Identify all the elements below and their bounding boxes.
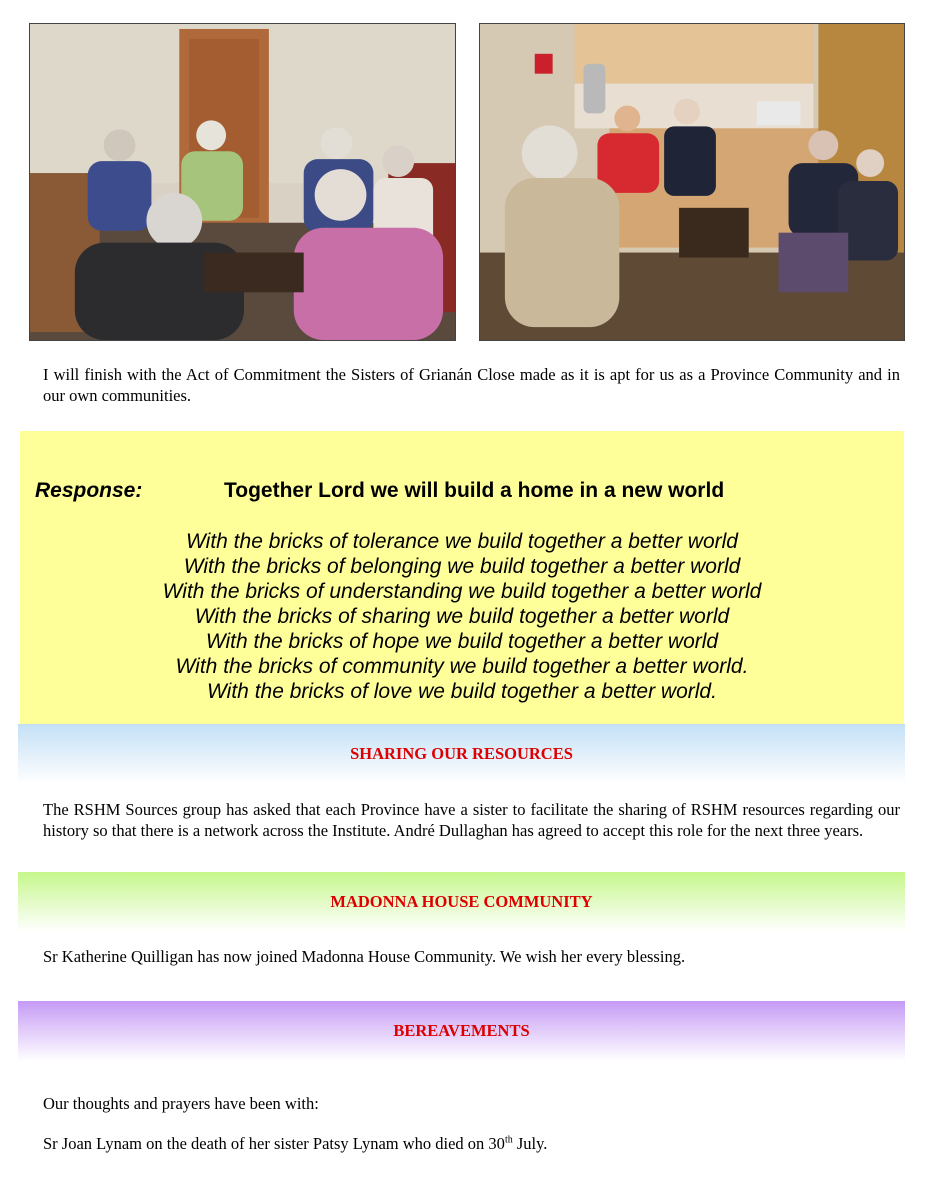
madonna-paragraph: Sr Katherine Quilligan has now joined Madonna House Community. We wish her every blessing.: [43, 947, 686, 966]
intro-paragraph: I will finish with the Act of Commitment the Sisters of Grianán Close made as it is apt for us as a Province Community and in our own communities.: [43, 365, 900, 405]
sharing-paragraph: The RSHM Sources group has asked that each Province have a sister to facilitate the sharing of RSHM resources regarding our history so that there is a network across the Institute. André Dullaghan has agreed to accept this role for the next three years.: [43, 800, 900, 840]
prayer-box: [20, 431, 904, 724]
response-label: Response:: [35, 479, 143, 502]
bereavement-item-text: Sr Joan Lynam on the death of her sister Patsy Lynam who died on 30: [43, 1134, 505, 1153]
bereavements-intro: Our thoughts and prayers have been with:: [43, 1094, 319, 1113]
prayer-line: With the bricks of tolerance we build together a better world: [186, 530, 738, 553]
prayer-lines: [20, 529, 904, 704]
prayer-line: With the bricks of sharing we build together a better world: [194, 605, 730, 628]
photo-left: [29, 23, 456, 341]
ordinal-suffix: th: [504, 1134, 513, 1146]
bereavement-item-month: July.: [512, 1134, 548, 1153]
bereavement-item: [43, 1133, 900, 1154]
prayer-line: With the bricks of love we build together a better world.: [207, 680, 717, 703]
prayer-line: With the bricks of hope we build together a better world: [205, 630, 719, 653]
section-heading-madonna: MADONNA HOUSE COMMUNITY: [18, 872, 905, 932]
photo-right: [479, 23, 905, 341]
section-heading-sharing: SHARING OUR RESOURCES: [18, 724, 905, 784]
prayer-line: With the bricks of community we build together a better world.: [175, 655, 749, 678]
section-heading-bereavements: BEREAVEMENTS: [18, 1001, 905, 1061]
response-text: Together Lord we will build a home in a new world: [224, 479, 725, 502]
prayer-line: With the bricks of understanding we build together a better world: [162, 580, 762, 603]
prayer-line: With the bricks of belonging we build together a better world: [183, 555, 741, 578]
